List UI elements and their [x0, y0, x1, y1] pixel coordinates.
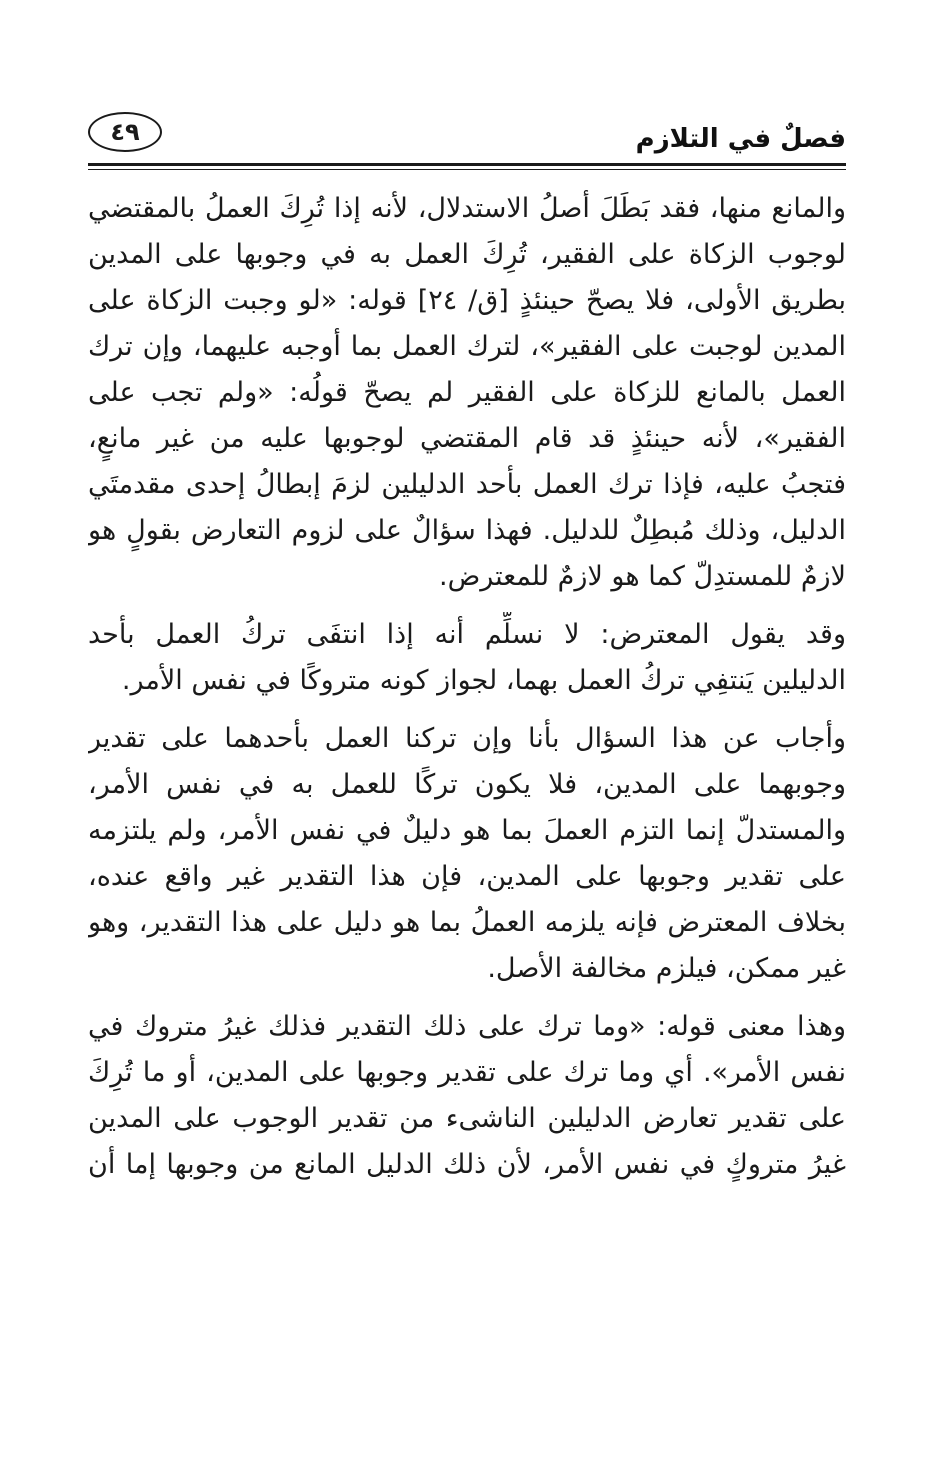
page-header: [88, 112, 846, 160]
text-line: بخلاف المعترض فإنه يلزمه العملُ بما هو دليل على هذا التقدير، وهو: [88, 907, 846, 938]
text-line: وهذا معنى قوله: «وما ترك على ذلك التقدير فذلك غيرُ متروك في: [88, 1011, 846, 1042]
text-line: الدليل، وذلك مُبطِلٌ للدليل. فهذا سؤالٌ على لزوم التعارض بقولٍ هو: [88, 515, 846, 546]
text-line: العمل بالمانع للزكاة على الفقير لم يصحّ قولُه: «ولم تجب على: [88, 377, 846, 408]
text-line: لوجوب الزكاة على الفقير، تُرِكَ العمل به في وجوبها على المدين: [88, 239, 846, 270]
page-number: ٤٩: [88, 112, 162, 152]
text-line: وجوبهما على المدين، فلا يكون تركًا للعمل به في نفس الأمر،: [88, 769, 846, 800]
text-line: فتجبُ عليه، فإذا ترك العمل بأحد الدليلين لزمَ إبطالُ إحدى مقدمتَي: [88, 469, 846, 500]
text-line: وأجاب عن هذا السؤال بأنا وإن تركنا العمل بأحدهما على تقدير: [88, 723, 846, 754]
text-line: بطريق الأولى، فلا يصحّ حينئذٍ [ق/ ٢٤] قوله: «لو وجبت الزكاة على: [88, 285, 846, 316]
text-line: على تقدير وجوبها على المدين، فإن هذا التقدير غير واقع عنده،: [88, 861, 846, 892]
running-title: فصلٌ في التلازم: [635, 124, 846, 154]
text-line: الدليلين يَنتفِي تركُ العمل بهما، لجواز كونه متروكًا في نفس الأمر.: [121, 665, 846, 696]
header-rule-thin: [88, 169, 846, 170]
text-line: والمانع منها، فقد بَطَلَ أصلُ الاستدلال، لأنه إذا تُرِكَ العملُ بالمقتضي: [88, 193, 846, 224]
text-line: والمستدلّ إنما التزم العملَ بما هو دليلٌ في نفس الأمر، ولم يلتزمه: [88, 815, 846, 846]
paragraph: [88, 186, 846, 600]
text-line: نفس الأمر». أي وما ترك على تقدير وجوبها على المدين، أو ما تُرِكَ: [88, 1057, 846, 1088]
text-line: على تقدير تعارض الدليلين الناشىء من تقدير الوجوب على المدين: [88, 1103, 846, 1134]
paragraph: [88, 1004, 846, 1188]
page-body: [88, 186, 846, 1200]
text-line: المدين لوجبت على الفقير»، لترك العمل بما أوجبه عليهما، وإن ترك: [88, 331, 846, 362]
header-rule-thick: [88, 163, 846, 166]
text-line: وقد يقول المعترض: لا نسلِّم أنه إذا انتفَى تركُ العمل بأحد: [88, 619, 846, 650]
paragraph: [88, 612, 846, 704]
text-line: الفقير»، لأنه حينئذٍ قد قام المقتضي لوجوبها عليه من غير مانعٍ،: [88, 423, 846, 454]
text-line: لازمٌ للمستدِلّ كما هو لازمٌ للمعترض.: [439, 561, 846, 592]
text-line: غيرُ متروكٍ في نفس الأمر، لأن ذلك الدليل المانع من وجوبها إما أن: [88, 1149, 846, 1180]
paragraph: [88, 716, 846, 992]
text-line: غير ممكن، فيلزم مخالفة الأصل.: [487, 953, 846, 984]
